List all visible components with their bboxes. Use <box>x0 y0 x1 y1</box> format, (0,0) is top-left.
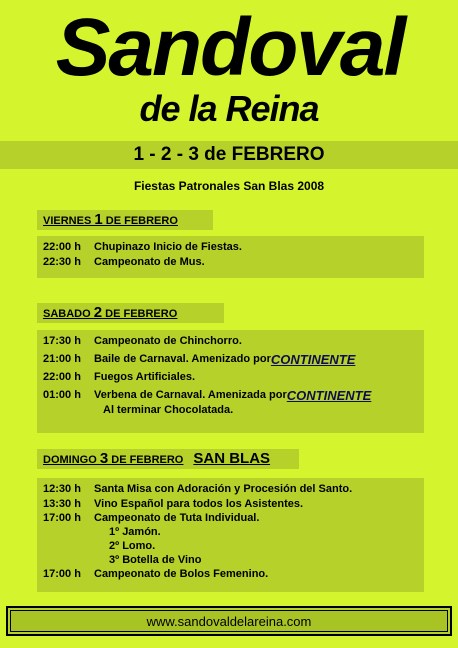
day-prefix: VIERNES <box>43 215 95 227</box>
schedule-row <box>43 352 418 367</box>
dates-banner: 1 - 2 - 3 de FEBRERO <box>0 141 458 169</box>
prize-item: 2º Lomo. <box>109 540 156 552</box>
event-time: 22:00 h <box>43 371 81 383</box>
event-time: 12:30 h <box>43 483 81 495</box>
day-number: 1 <box>94 211 103 228</box>
event-text: Santa Misa con Adoración y Procesión del Santo. <box>94 483 353 495</box>
footer-frame <box>6 606 452 636</box>
band-name: CONTINENTE <box>270 352 356 367</box>
schedule-box-viernes <box>37 236 424 278</box>
day-number: 3 <box>99 450 109 467</box>
event-text: Chupinazo Inicio de Fiestas. <box>94 241 242 253</box>
event-time: 17:00 h <box>43 512 81 524</box>
schedule-row <box>43 388 418 403</box>
day-heading-sabado <box>37 303 224 323</box>
day-heading-viernes <box>37 210 213 230</box>
saint-name: SAN BLAS <box>193 450 271 467</box>
day-number: 2 <box>93 304 103 321</box>
schedule-row <box>43 511 418 525</box>
event-text: Baile de Carnaval. Amenizado por <box>94 353 271 365</box>
schedule-row <box>43 497 418 511</box>
day-suffix: DE FEBRERO <box>102 215 178 227</box>
prize-item: 1º Jamón. <box>109 526 161 538</box>
day-suffix: DE FEBRERO <box>102 308 178 320</box>
event-text: Vino Español para todos los Asistentes. <box>94 498 304 510</box>
event-time: 17:30 h <box>43 335 81 347</box>
schedule-row <box>43 370 418 385</box>
event-text: Campeonato de Chinchorro. <box>94 335 242 347</box>
event-time: 22:00 h <box>43 241 81 253</box>
event-time: 13:30 h <box>43 498 81 510</box>
poster-subtitle: de la Reina <box>139 88 319 129</box>
schedule-row <box>43 255 418 270</box>
event-time: 21:00 h <box>43 353 81 365</box>
band-name: CONTINENTE <box>286 388 372 403</box>
day-prefix: SABADO <box>43 308 94 320</box>
event-text: Fuegos Artificiales. <box>94 371 196 383</box>
event-name: Fiestas Patronales San Blas 2008 <box>133 179 325 193</box>
event-note: Al terminar Chocolatada. <box>103 404 234 416</box>
poster-title: Sandoval <box>55 2 405 93</box>
schedule-row <box>43 240 418 255</box>
event-text: Campeonato de Mus. <box>94 256 205 268</box>
schedule-row <box>43 567 418 581</box>
event-text: Verbena de Carnaval. Amenizada por <box>94 389 287 401</box>
event-time: 01:00 h <box>43 389 81 401</box>
day-prefix: DOMINGO <box>43 454 100 466</box>
prize-item: 3º Botella de Vino <box>109 554 202 566</box>
day-suffix: DE FEBRERO <box>108 454 184 466</box>
schedule-box-domingo <box>37 478 424 592</box>
event-time: 17:00 h <box>43 568 81 580</box>
website-link[interactable]: www.sandovaldelareina.com <box>10 610 448 632</box>
event-time: 22:30 h <box>43 256 81 268</box>
event-text: Campeonato de Tuta Individual. <box>94 512 260 524</box>
schedule-row <box>43 334 418 349</box>
schedule-row <box>43 482 418 497</box>
day-heading-domingo <box>37 449 299 469</box>
event-text: Campeonato de Bolos Femenino. <box>94 568 269 580</box>
schedule-box-sabado <box>37 330 424 433</box>
